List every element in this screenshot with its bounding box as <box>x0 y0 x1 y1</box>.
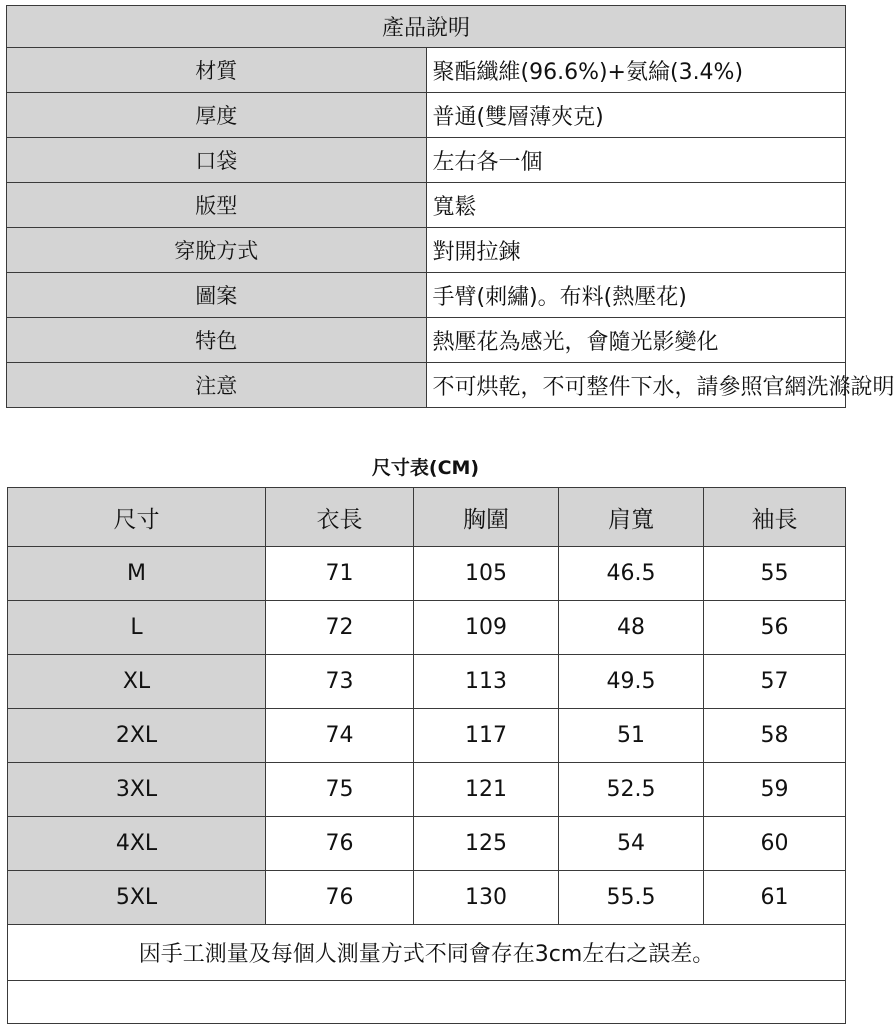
shoulder-cell: 51 <box>559 709 704 763</box>
shoulder-cell: 46.5 <box>559 547 704 601</box>
info-row-material <box>7 48 846 93</box>
chest-cell: 130 <box>414 871 559 925</box>
size-row <box>8 871 846 925</box>
product-info-title: 產品說明 <box>7 6 846 48</box>
shoulder-cell: 48 <box>559 601 704 655</box>
info-value: 熱壓花為感光，會隨光影變化 <box>426 318 846 363</box>
size-cell: 3XL <box>8 763 266 817</box>
chest-cell: 121 <box>414 763 559 817</box>
chest-cell: 125 <box>414 817 559 871</box>
column-header-shoulder: 肩寬 <box>559 488 704 547</box>
length-cell: 73 <box>266 655 414 709</box>
length-cell: 72 <box>266 601 414 655</box>
product-info-table <box>6 5 895 408</box>
size-cell: L <box>8 601 266 655</box>
sleeve-cell: 59 <box>704 763 846 817</box>
size-chart-title: 尺寸表(CM) <box>371 457 480 479</box>
info-label: 穿脫方式 <box>7 228 427 273</box>
info-label: 厚度 <box>7 93 427 138</box>
info-value: 不可烘乾，不可整件下水，請參照官網洗滌說明 <box>426 363 846 408</box>
chest-cell: 113 <box>414 655 559 709</box>
column-header-sleeve: 袖長 <box>704 488 846 547</box>
length-cell: 71 <box>266 547 414 601</box>
size-cell: 4XL <box>8 817 266 871</box>
chest-cell: 105 <box>414 547 559 601</box>
column-header-size: 尺寸 <box>8 488 266 547</box>
size-row <box>8 763 846 817</box>
column-header-length: 衣長 <box>266 488 414 547</box>
sleeve-cell: 56 <box>704 601 846 655</box>
column-header-chest: 胸圍 <box>414 488 559 547</box>
info-value: 手臂(刺繡)。布料(熱壓花) <box>426 273 846 318</box>
info-row-fit <box>7 183 846 228</box>
length-cell: 76 <box>266 817 414 871</box>
blank-row <box>8 981 846 1024</box>
size-cell: M <box>8 547 266 601</box>
size-row <box>8 655 846 709</box>
info-label: 圖案 <box>7 273 427 318</box>
size-row <box>8 817 846 871</box>
info-value: 寬鬆 <box>426 183 846 228</box>
size-row <box>8 547 846 601</box>
size-header-row <box>8 488 846 547</box>
shoulder-cell: 54 <box>559 817 704 871</box>
info-label: 特色 <box>7 318 427 363</box>
info-row-thickness <box>7 93 846 138</box>
info-row-closure <box>7 228 846 273</box>
info-label: 版型 <box>7 183 427 228</box>
info-value: 聚酯纖維(96.6%)+氨綸(3.4%) <box>426 48 846 93</box>
size-cell: 5XL <box>8 871 266 925</box>
chest-cell: 109 <box>414 601 559 655</box>
size-note-row <box>8 925 846 981</box>
size-cell: XL <box>8 655 266 709</box>
sleeve-cell: 57 <box>704 655 846 709</box>
length-cell: 74 <box>266 709 414 763</box>
info-row-feature <box>7 318 846 363</box>
info-label: 注意 <box>7 363 427 408</box>
info-value: 普通(雙層薄夾克) <box>426 93 846 138</box>
sleeve-cell: 58 <box>704 709 846 763</box>
info-row-pockets <box>7 138 846 183</box>
info-value: 左右各一個 <box>426 138 846 183</box>
sleeve-cell: 55 <box>704 547 846 601</box>
info-value: 對開拉鍊 <box>426 228 846 273</box>
size-row <box>8 709 846 763</box>
shoulder-cell: 49.5 <box>559 655 704 709</box>
sleeve-cell: 61 <box>704 871 846 925</box>
length-cell: 76 <box>266 871 414 925</box>
sleeve-cell: 60 <box>704 817 846 871</box>
info-label: 口袋 <box>7 138 427 183</box>
info-row-notice <box>7 363 846 408</box>
blank-cell <box>8 981 846 1024</box>
chest-cell: 117 <box>414 709 559 763</box>
info-row-pattern <box>7 273 846 318</box>
measurement-note: 因手工測量及每個人測量方式不同會存在3cm左右之誤差。 <box>8 925 846 981</box>
length-cell: 75 <box>266 763 414 817</box>
shoulder-cell: 55.5 <box>559 871 704 925</box>
size-cell: 2XL <box>8 709 266 763</box>
size-row <box>8 601 846 655</box>
info-label: 材質 <box>7 48 427 93</box>
shoulder-cell: 52.5 <box>559 763 704 817</box>
size-chart-table <box>7 487 846 1024</box>
